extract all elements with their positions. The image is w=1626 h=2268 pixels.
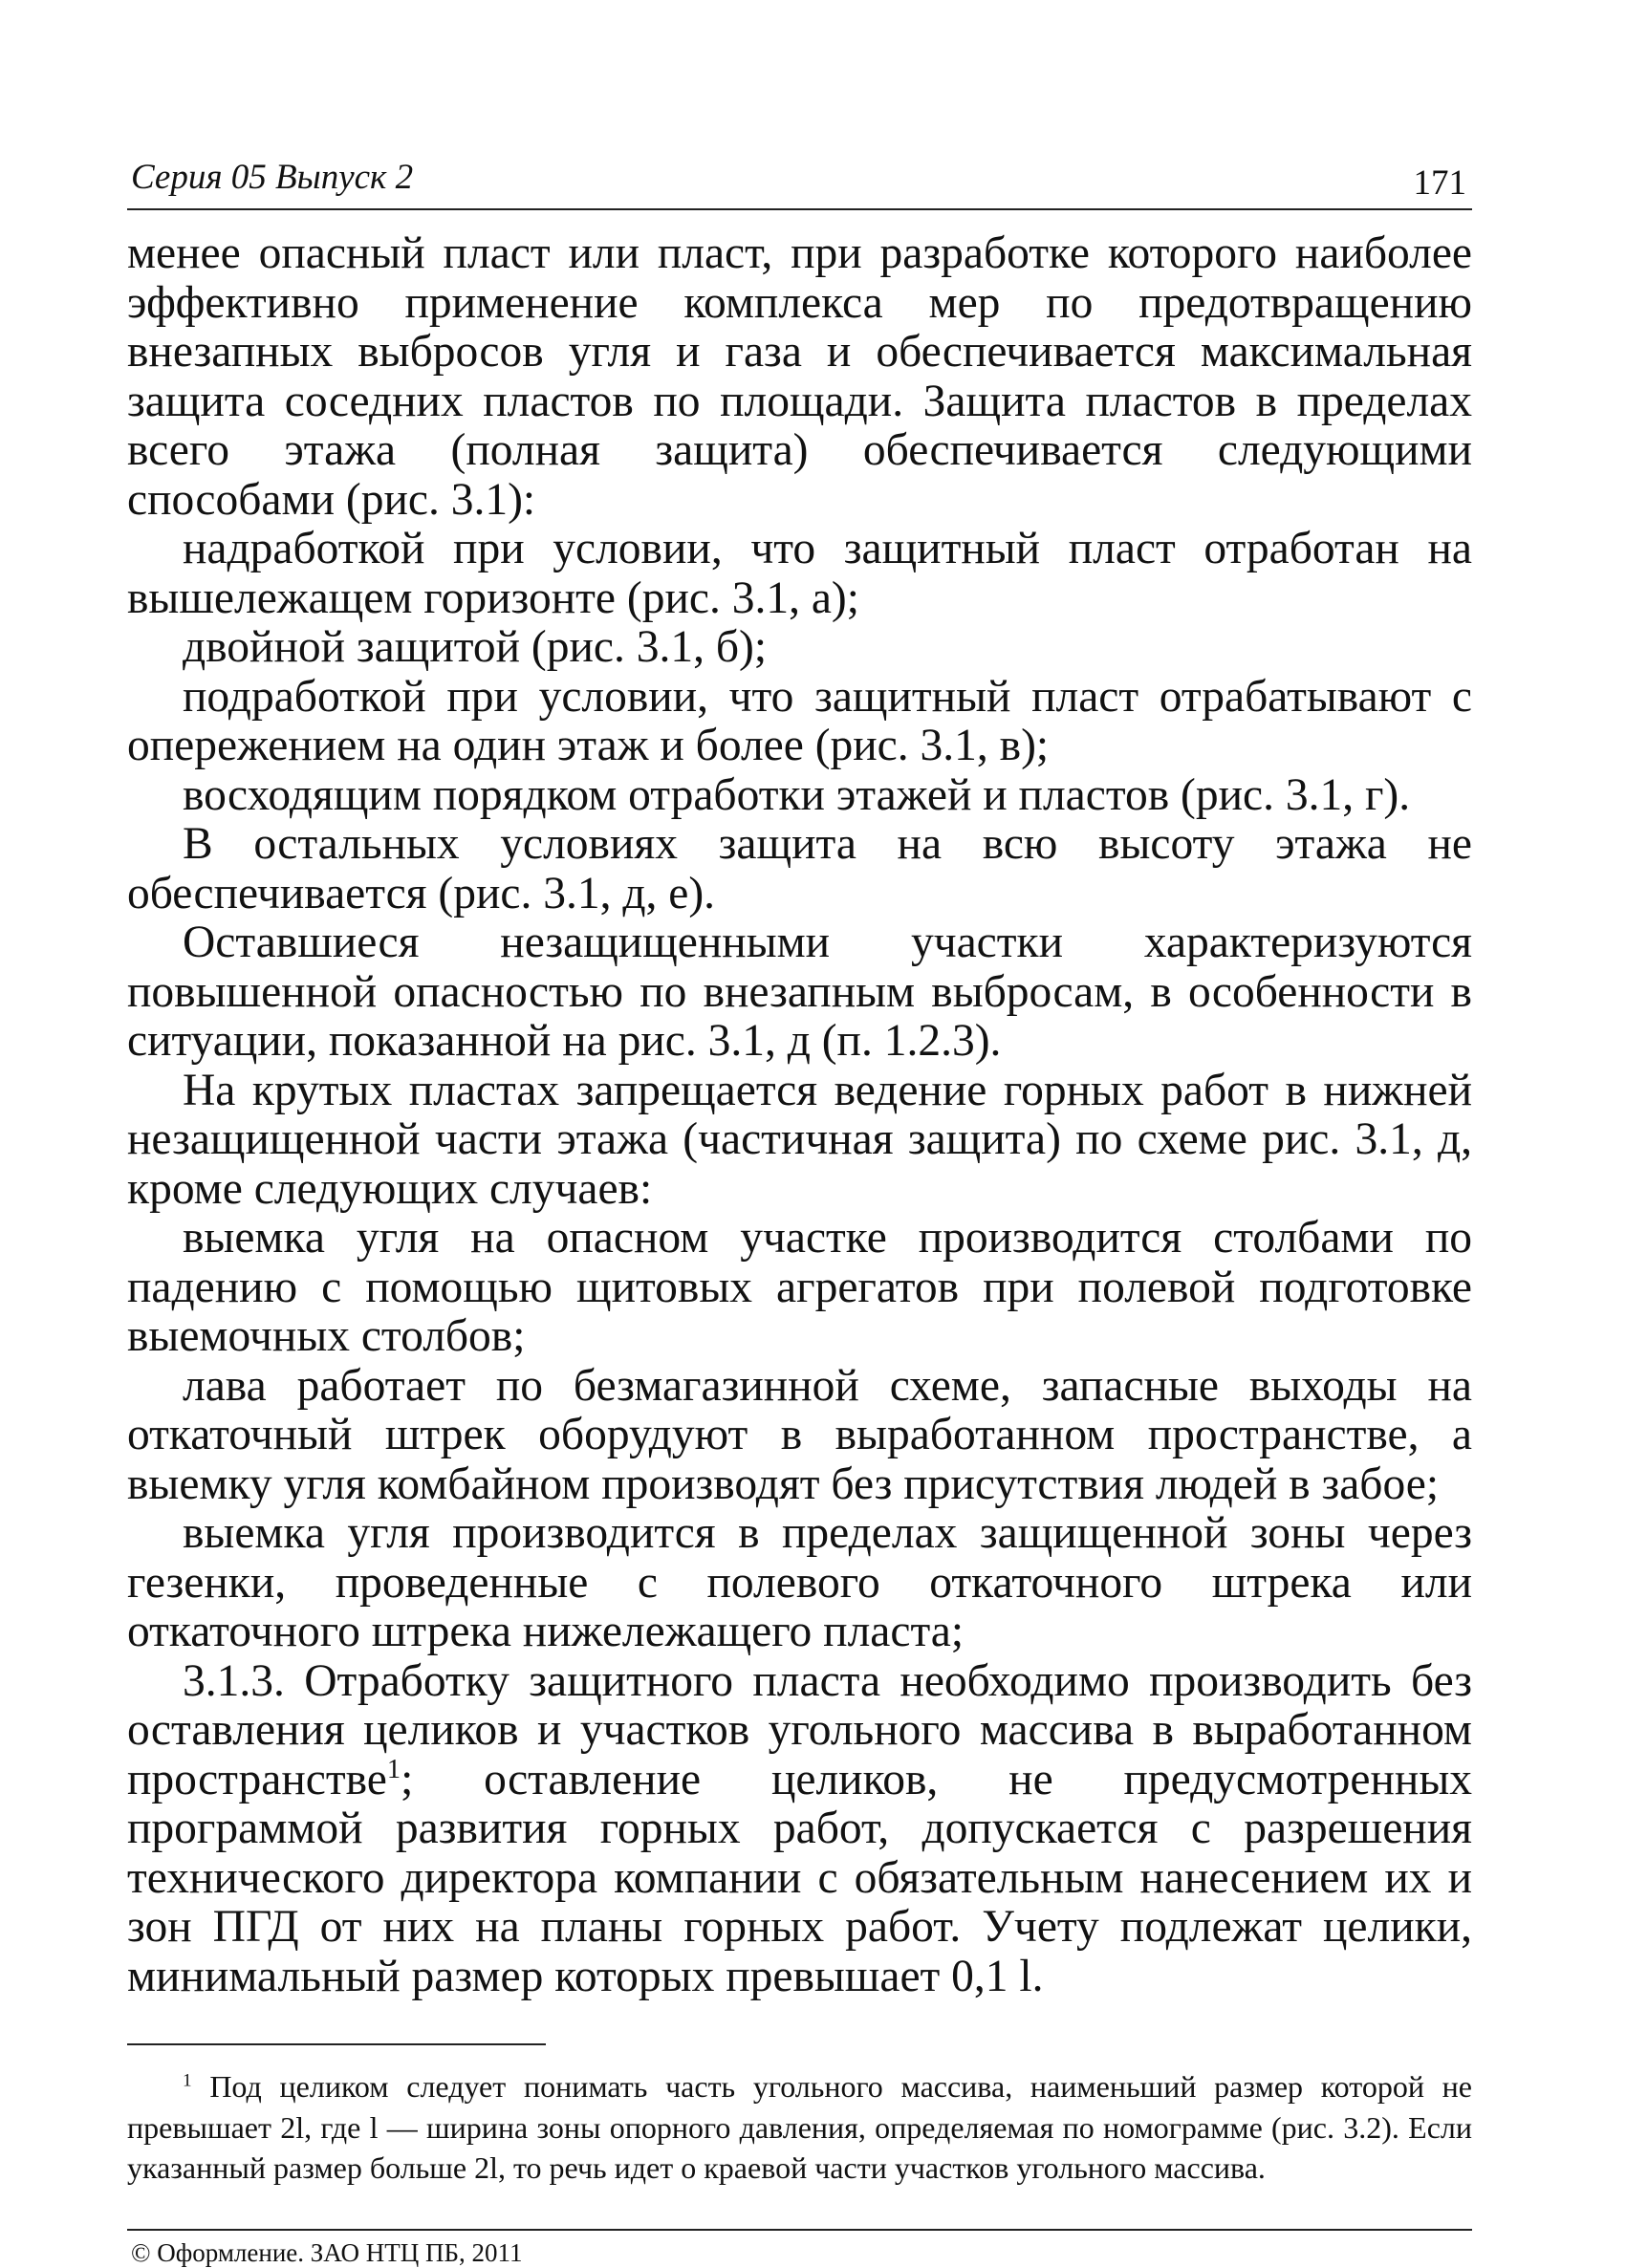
- footnote-text: Под целиком следует понимать часть угольного массива, наименьший размер которой не превышает 2l, где l — ширина зоны опорного давления, определяемая по номограмме (рис. 3.2). Если указанный размер больше 2l, то речь идет о краевой части участков угольного массива.: [127, 2069, 1472, 2185]
- section-text-end: ; оставление целиков, не предусмотренных программой развития горных работ, допускается с разрешения технического директора компании с обязательным нанесением их и зон ПГД от них на планы горных работ. Учету подлежат целики, минимальный размер которых превышает 0,1 l.: [127, 1754, 1472, 2001]
- section-3-1-3: [127, 1657, 1472, 2002]
- paragraph: надработкой при условии, что защитный пласт отработан на вышележащем горизонте (рис. 3.1, а);: [127, 524, 1472, 623]
- header-divider: [127, 208, 1472, 210]
- section-text-start: 3.1.3. Отработку защитного пласта необходимо производить без оставления целиков и участков угольного массива в выработанном пространстве: [127, 1655, 1472, 1804]
- page-number: 171: [1413, 163, 1466, 203]
- paragraph: лава работает по безмагазинной схеме, запасные выходы на откаточный штрек оборудуют в выработанном пространстве, а выемку угля комбайном производят без присутствия людей в забое;: [127, 1360, 1472, 1509]
- footnote: [127, 2066, 1472, 2189]
- footnote-reference: 1: [386, 1754, 401, 1784]
- paragraph: На крутых пластах запрещается ведение горных работ в нижней незащищенной части этажа (частичная защита) по схеме рис. 3.1, д, кроме следующих случаев:: [127, 1065, 1472, 1214]
- paragraph: выемка угля на опасном участке производится столбами по падению с помощью щитовых агрегатов при полевой подготовке выемочных столбов;: [127, 1213, 1472, 1361]
- paragraph: В остальных условиях защита на всю высоту этажа не обеспечивается (рис. 3.1, д, е).: [127, 819, 1472, 918]
- document-page: [127, 153, 1472, 2268]
- bottom-divider: [127, 2229, 1472, 2231]
- copyright-notice: © Оформление. ЗАО НТЦ ПБ, 2011: [131, 2237, 523, 2267]
- page-header: [127, 153, 1472, 210]
- footnote-divider: [127, 2043, 546, 2045]
- body-text: [127, 229, 1472, 2001]
- paragraph: менее опасный пласт или пласт, при разработке которого наиболее эффективно применение комплекса мер по предотвращению внезапных выбросов угля и газа и обеспечивается максимальная защита соседних пластов по площади. Защита пластов в пределах всего этажа (полная защита) обеспечивается следующими способами (рис. 3.1):: [127, 228, 1472, 525]
- paragraph: выемка угля производится в пределах защищенной зоны через гезенки, проведенные с полевого откаточного штрека или откаточного штрека нижележащего пласта;: [127, 1508, 1472, 1656]
- paragraph: подработкой при условии, что защитный пласт отрабатывают с опережением на один этаж и более (рис. 3.1, в);: [127, 671, 1472, 770]
- footnote-mark: 1: [183, 2070, 192, 2091]
- paragraph: восходящим порядком отработки этажей и пластов (рис. 3.1, г).: [183, 769, 1411, 820]
- paragraph: Оставшиеся незащищенными участки характеризуются повышенной опасностью по внезапным выбросам, в особенности в ситуации, показанной на рис. 3.1, д (п. 1.2.3).: [127, 918, 1472, 1066]
- series-title: Серия 05 Выпуск 2: [131, 158, 414, 197]
- paragraph: двойной защитой (рис. 3.1, б);: [183, 622, 768, 672]
